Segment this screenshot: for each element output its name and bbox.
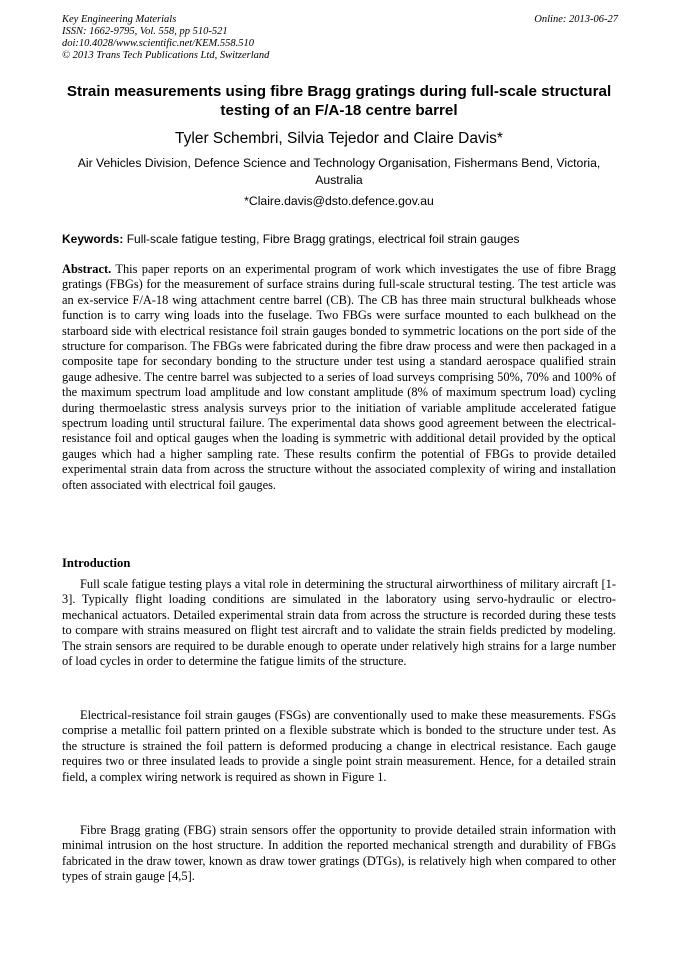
- abstract-text: This paper reports on an experimental program of work which investigates the use of fibre Bragg gratings (FBGs) for the measurement of surface strains during full-scale structural testing. The test article was an ex-service F/A-18 wing attachment centre barrel (CB). The CB has three main structural bulkheads whose function is to carry wing loads into the fuselage. Two FBGs were surface mounted to each bulkhead on the starboard side with electrical resistance foil strain gauges bonded to symmetric locations on the port side of the structure for comparison. The FBGs were fabricated during the fibre draw process and were then packaged in a composite tape for secondary bonding to the structure under test using a standard aerospace qualified strain gauge adhesive. The centre barrel was subjected to a series of load surveys comprising 50%, 70% and 100% of the maximum spectrum load amplitude and low constant amplitude (8% of maximum spectrum load) cycling during thermoelastic stress analysis surveys prior to the initiation of variable amplitude accelerated fatigue spectrum loading until structural failure. The experimental data shows good agreement between the electrical-resistance foil and optical gauges when the loading is symmetric with additional detail provided by the optical gauges which had a higher sampling rate. These results confirm the potential of FBGs to provide detailed experimental strain data from across the structure without the associated complexity of wiring and installation often associated with electrical foil gauges.: [62, 262, 616, 492]
- intro-paragraph-2: Electrical-resistance foil strain gauges (FSGs) are conventionally used to make these measurements. FSGs comprise a metallic foil pattern printed on a flexible substrate which is bonded to the structure under test. As the structure is strained the foil pattern is deformed producing a change in electrical resistance. Each gauge requires two or three insulated leads to provide a single point strain measurement. Hence, for a detailed strain field, a complex wiring network is required as shown in Figure 1.: [62, 708, 616, 784]
- abstract: [62, 262, 616, 493]
- author-list: Tyler Schembri, Silvia Tejedor and Claire Davis*: [175, 130, 503, 147]
- keywords: [62, 231, 616, 247]
- online-date: Online: 2013-06-27: [534, 14, 618, 25]
- journal-header: [62, 14, 618, 62]
- copyright-line: © 2013 Trans Tech Publications Ltd, Switzerland: [62, 50, 270, 61]
- abstract-label: Abstract.: [62, 262, 112, 276]
- introduction-heading: Introduction: [62, 556, 131, 570]
- doi-line: doi:10.4028/www.scientific.net/KEM.558.510: [62, 38, 254, 49]
- journal-name: Key Engineering Materials: [62, 14, 177, 25]
- issn-line: ISSN: 1662-9795, Vol. 558, pp 510-521: [62, 26, 228, 37]
- keywords-text: Full-scale fatigue testing, Fibre Bragg gratings, electrical foil strain gauges: [123, 232, 520, 246]
- paper-title: Strain measurements using fibre Bragg gratings during full-scale structural testing of an F/A-18 centre barrel: [66, 83, 612, 119]
- intro-paragraph-1: Full scale fatigue testing plays a vital role in determining the structural airworthiness of military aircraft [1-3]. Typically flight loading conditions are simulated in the laboratory using servo-hydraulic or electro-mechanical actuators. Detailed experimental strain data from across the structure is recorded during these tests to compare with strains measured on flight test aircraft and to validate the strain fields predicted by modeling. The strain sensors are required to be durable enough to operate under relatively high strains for a large number of load cycles in order to determine the fatigue limits of the structure.: [62, 577, 616, 669]
- affiliation: Air Vehicles Division, Defence Science and Technology Organisation, Fishermans Bend, Victoria, Australia: [77, 156, 601, 187]
- keywords-label: Keywords:: [62, 232, 124, 246]
- corresponding-email: *Claire.davis@dsto.defence.gov.au: [244, 194, 434, 208]
- intro-paragraph-3: Fibre Bragg grating (FBG) strain sensors offer the opportunity to provide detailed strain information with minimal intrusion on the host structure. In addition the reported mechanical strength and durability of FBGs fabricated in the draw tower, known as draw tower gratings (DTGs), is relatively high when compared to other types of strain gauge [4,5].: [62, 823, 616, 884]
